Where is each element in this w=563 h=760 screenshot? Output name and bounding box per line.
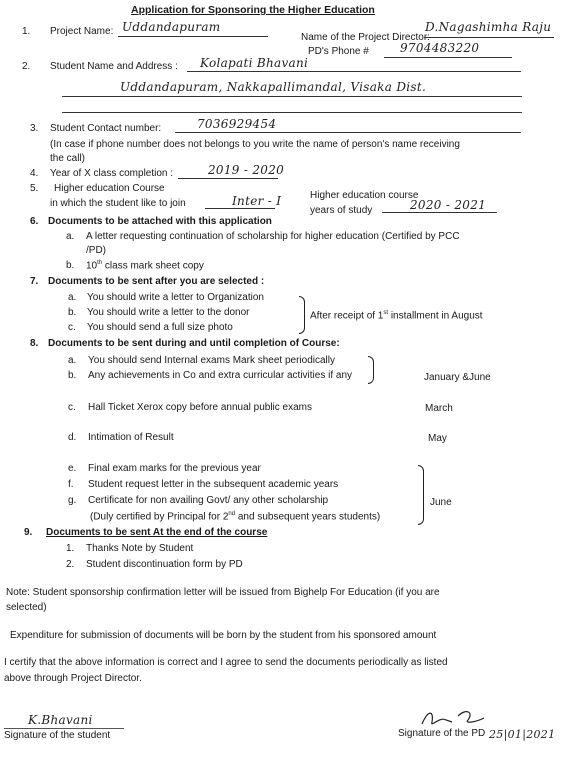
project-name-value[interactable]: Uddandapuram — [122, 20, 221, 34]
item-8b-letter: b. — [68, 370, 77, 381]
item-8e-text: Final exam marks for the previous year — [88, 463, 261, 474]
course-line — [205, 208, 275, 209]
address-line-2 — [62, 112, 522, 113]
x-class-year-value[interactable]: 2019 - 2020 — [208, 163, 285, 177]
address-line-1 — [62, 96, 522, 97]
pd-phone-label: PD's Phone # — [308, 46, 369, 57]
item-6a-text-line-1: A letter requesting continuation of scholarship for higher education (Certified by PCC — [86, 231, 460, 242]
item-4-number: 4. — [30, 168, 39, 179]
course-years-value[interactable]: 2020 - 2021 — [410, 198, 487, 212]
item-7b-text: You should write a letter to the donor — [87, 307, 250, 318]
item-8g-letter: g. — [68, 495, 77, 506]
item-8ab-timing: January &June — [424, 372, 491, 383]
item-9-2-text: Student discontinuation form by PD — [86, 559, 243, 570]
item-1-number: 1. — [22, 26, 31, 37]
item-6b-letter: b. — [66, 260, 75, 271]
item-7-heading: Documents to be sent after you are selected : — [48, 276, 265, 287]
item-8a-letter: a. — [68, 355, 77, 366]
item-9-number: 9. — [24, 527, 33, 538]
pd-signature-scribble — [418, 706, 493, 730]
item-8a-text: You should send Internal exams Mark sheet periodically — [88, 355, 335, 366]
student-name-line — [187, 71, 521, 72]
item-6b-text: 10th class mark sheet copy — [86, 260, 204, 272]
project-director-label: Name of the Project Director: — [301, 32, 430, 43]
project-name-line — [118, 36, 268, 37]
contact-number-line — [175, 132, 521, 133]
item-9-1-number: 1. — [66, 543, 75, 554]
course-years-label-line-1: Higher education course — [310, 190, 419, 201]
note-line-2: selected) — [6, 602, 47, 613]
item-3-number: 3. — [30, 123, 39, 134]
student-signature-line — [4, 728, 124, 729]
student-signature-label: Signature of the student — [4, 730, 111, 741]
course-label-line-2: in which the student like to join — [50, 198, 186, 209]
item-8c-timing: March — [425, 403, 453, 414]
item-8b-text: Any achievements in Co and extra curricular activities if any — [88, 370, 353, 381]
course-value[interactable]: Inter - I — [232, 194, 282, 208]
course-label-line-1: Higher education Course — [54, 183, 165, 194]
pd-signature-label: Signature of the PD — [398, 728, 486, 739]
item-6-heading: Documents to be attached with this application — [48, 216, 272, 227]
date-value: 25|01|2021 — [489, 728, 556, 741]
item-9-heading: Documents to be sent At the end of the course — [46, 527, 268, 538]
student-address-value[interactable]: Uddandapuram, Nakkapallimandal, Visaka Dist. — [120, 80, 427, 94]
item-8-number: 8. — [30, 338, 39, 349]
contact-number-value[interactable]: 7036929454 — [197, 117, 277, 131]
x-class-year-label: Year of X class completion : — [50, 168, 174, 179]
item-7b-letter: b. — [68, 307, 77, 318]
document-title: Application for Sponsoring the Higher Education — [131, 4, 375, 16]
course-years-label-line-2: years of study — [310, 205, 373, 216]
item-5-number: 5. — [30, 183, 39, 194]
student-name-value[interactable]: Kolapati Bhavani — [200, 56, 309, 70]
item-6-number: 6. — [30, 216, 39, 227]
item-6a-text-line-2: /PD) — [86, 245, 106, 256]
item-9-1-text: Thanks Note by Student — [86, 543, 194, 554]
contact-note-line-2: the call) — [50, 153, 86, 164]
project-director-value[interactable]: D.Nagashimha Raju — [425, 20, 552, 34]
item-8e-letter: e. — [68, 463, 77, 474]
item-8efg-timing: June — [430, 497, 452, 508]
item-8c-letter: c. — [68, 402, 76, 413]
item-8-heading: Documents to be sent during and until completion of Course: — [48, 338, 340, 349]
item-8d-timing: May — [428, 433, 447, 444]
item-7-number: 7. — [30, 276, 39, 287]
student-signature: K.Bhavani — [28, 713, 93, 727]
item-8f-letter: f. — [68, 479, 74, 490]
contact-number-label: Student Contact number: — [50, 123, 162, 134]
item-8ab-brace — [368, 356, 374, 384]
item-7-brace — [299, 296, 305, 334]
item-8d-text: Intimation of Result — [88, 432, 174, 443]
expenditure-statement: Expenditure for submission of documents will be born by the student from his sponsored amount — [10, 630, 437, 641]
item-7a-letter: a. — [68, 292, 77, 303]
item-2-number: 2. — [22, 61, 31, 72]
item-8f-text: Student request letter in the subsequent academic years — [88, 479, 339, 490]
item-6a-letter: a. — [66, 231, 75, 242]
certify-line-2: above through Project Director. — [4, 673, 142, 684]
item-8efg-brace — [418, 465, 424, 525]
item-7c-text: You should send a full size photo — [87, 322, 233, 333]
certify-line-1: I certify that the above information is correct and I agree to send the documents periodically as listed — [4, 657, 448, 668]
project-name-label: Project Name: — [50, 26, 114, 37]
pd-phone-value[interactable]: 9704483220 — [400, 41, 480, 55]
item-8c-text: Hall Ticket Xerox copy before annual public exams — [88, 402, 313, 413]
item-8g-subtext: (Duly certified by Principal for 2nd and subsequent years students) — [90, 511, 381, 523]
item-9-2-number: 2. — [66, 559, 75, 570]
x-class-year-line — [178, 178, 278, 179]
course-years-line — [382, 212, 497, 213]
student-name-address-label: Student Name and Address : — [50, 61, 178, 72]
item-8d-letter: d. — [68, 432, 77, 443]
pd-phone-line — [384, 57, 512, 58]
note-line-1: Note: Student sponsorship confirmation letter will be issued from Bighelp For Education (if you are — [6, 587, 440, 598]
item-8g-text: Certificate for non availing Govt/ any other scholarship — [88, 495, 329, 506]
project-director-line — [424, 37, 554, 38]
item-7c-letter: c. — [68, 322, 76, 333]
item-7-timing: After receipt of 1st installment in August — [310, 310, 483, 322]
item-7a-text: You should write a letter to Organization — [87, 292, 264, 303]
contact-note-line-1: (In case if phone number does not belongs to you write the name of person's name receiving — [50, 139, 460, 150]
